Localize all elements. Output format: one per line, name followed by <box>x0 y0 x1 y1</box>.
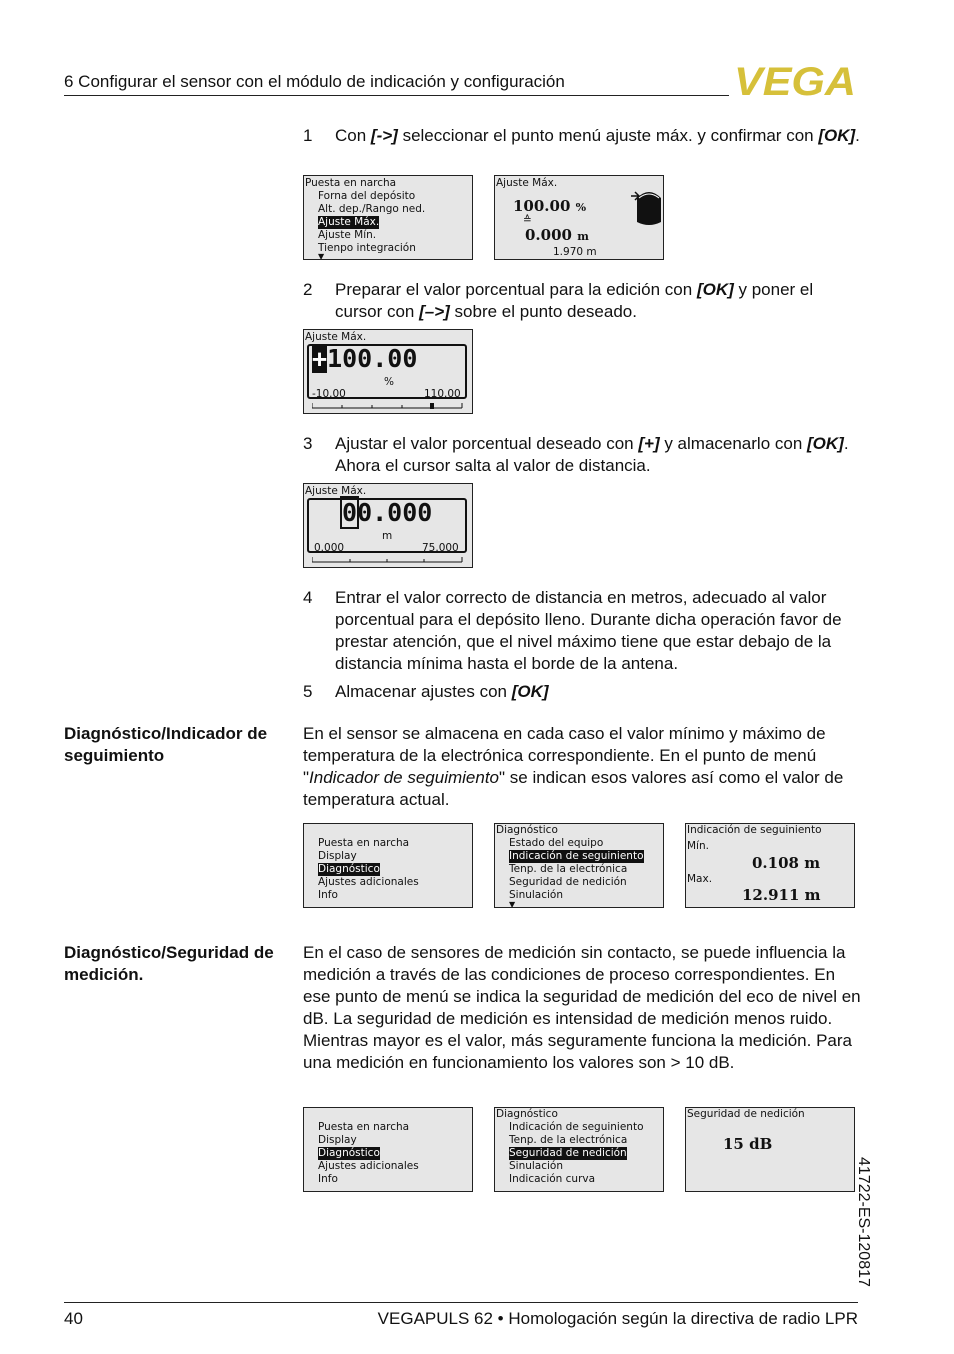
highlighted-item: Ajuste Máx. <box>318 216 380 228</box>
display-reliability: Seguridad de nedición 15 dB <box>685 1107 855 1192</box>
scale-bar <box>312 556 464 564</box>
header-rule <box>64 95 729 96</box>
cursor-glyph: + <box>312 344 328 373</box>
step-1: 1 Con [->] seleccionar el punto menú ajuste máx. y confirmar con [OK]. <box>303 126 860 145</box>
step-4: 4 Entrar el valor correcto de distancia en metros, adecuado al valor porcentual para el depósito lleno. Durante dicha operación favor de prestar atención, que el nivel máximo tiene que estar debajo de la distancia mínima hasta el borde de la antena. <box>303 588 842 673</box>
page-number: 40 <box>64 1309 83 1328</box>
running-header: 6 Configurar el sensor con el módulo de indicación y configuración <box>64 72 565 91</box>
step-2: 2 Preparar el valor porcentual para la edición con [OK] y poner el cursor con [–>] sobre el punto deseado. <box>303 280 814 321</box>
vessel-full-icon <box>629 184 663 228</box>
display-main-menu-2: Puesta en narcha Display Diagnóstico Ajustes adicionales Info <box>303 1107 473 1192</box>
display-diagnostics-menu: Diagnóstico Estado del equipo Indicación de seguiniento Tenp. de la electrónica Seguridad de nedición Sinulación ▼ <box>494 823 664 908</box>
display-distance-edit: Ajuste Máx. 00.000 m 0.000 75.000 <box>303 483 473 568</box>
cursor-digit: 0 <box>342 498 358 527</box>
doc-code: 41722-ES-120817 <box>855 1157 872 1287</box>
logo-text: VEGA <box>734 62 856 100</box>
display-menu-setup: Puesta en narcha Forna del depósito Alt. dep./Rango ned. Ajuste Máx. Ajuste Mín. Tienpo integración ▼ <box>303 175 473 260</box>
step-3: 3 Ajustar el valor porcentual deseado con [+] y almacenarlo con [OK]. Ahora el cursor salta al valor de distancia. <box>303 434 849 475</box>
display-max-adjust: Ajuste Máx. 100.00 % ≙ 0.000 m 1.970 m <box>494 175 664 260</box>
section-heading-peak: Diagnóstico/Indicador de seguimiento <box>64 724 268 765</box>
step-5: 5 Almacenar ajustes con [OK] <box>303 682 549 701</box>
footer-rule <box>64 1302 858 1303</box>
highlighted-item: Seguridad de nedición <box>509 1147 627 1159</box>
highlighted-item: Indicación de seguiniento <box>509 850 644 862</box>
highlighted-item: Diagnóstico <box>318 863 380 875</box>
display-percent-edit: Ajuste Máx. +100.00 % -10.00 110.00 <box>303 329 473 414</box>
section-text-peak: En el sensor se almacena en cada caso el valor mínimo y máximo de temperatura de la electrónica correspondiente. En el punto de menú "Indicador de seguimiento" se indican esos valores así como el valor de temperatura actual. <box>303 724 844 809</box>
section-heading-reliability: Diagnóstico/Seguridad de medición. <box>64 943 274 984</box>
display-diagnostics-menu-2: Diagnóstico Indicación de seguiniento Tenp. de la electrónica Seguridad de nedición Sinulación Indicación curva <box>494 1107 664 1192</box>
highlighted-item: Diagnóstico <box>318 1147 380 1159</box>
display-main-menu: Puesta en narcha Display Diagnóstico Ajustes adicionales Info <box>303 823 473 908</box>
section-text-reliability: En el caso de sensores de medición sin contacto, se puede influencia la medición a través de las condiciones de proceso correspondientes. En ese punto de menú se indica la seguridad de medición del eco de nivel en dB. La seguridad de medición es intensidad de medición menos ruido. Mientras mayor es el valor, más seguramente funciona la medición. Para una medición en funcionamiento los valores son > 10 dB. <box>303 943 861 1072</box>
display-peak-values: Indicación de seguiniento Mín. 0.108 m Max. 12.911 m <box>685 823 855 908</box>
scroll-down-icon: ▼ <box>318 252 325 260</box>
scroll-down-icon: ▼ <box>509 900 516 908</box>
scale-bar <box>312 402 464 410</box>
vega-logo <box>734 62 858 100</box>
footer-title: VEGAPULS 62 • Homologación según la directiva de radio LPR <box>377 1309 858 1328</box>
